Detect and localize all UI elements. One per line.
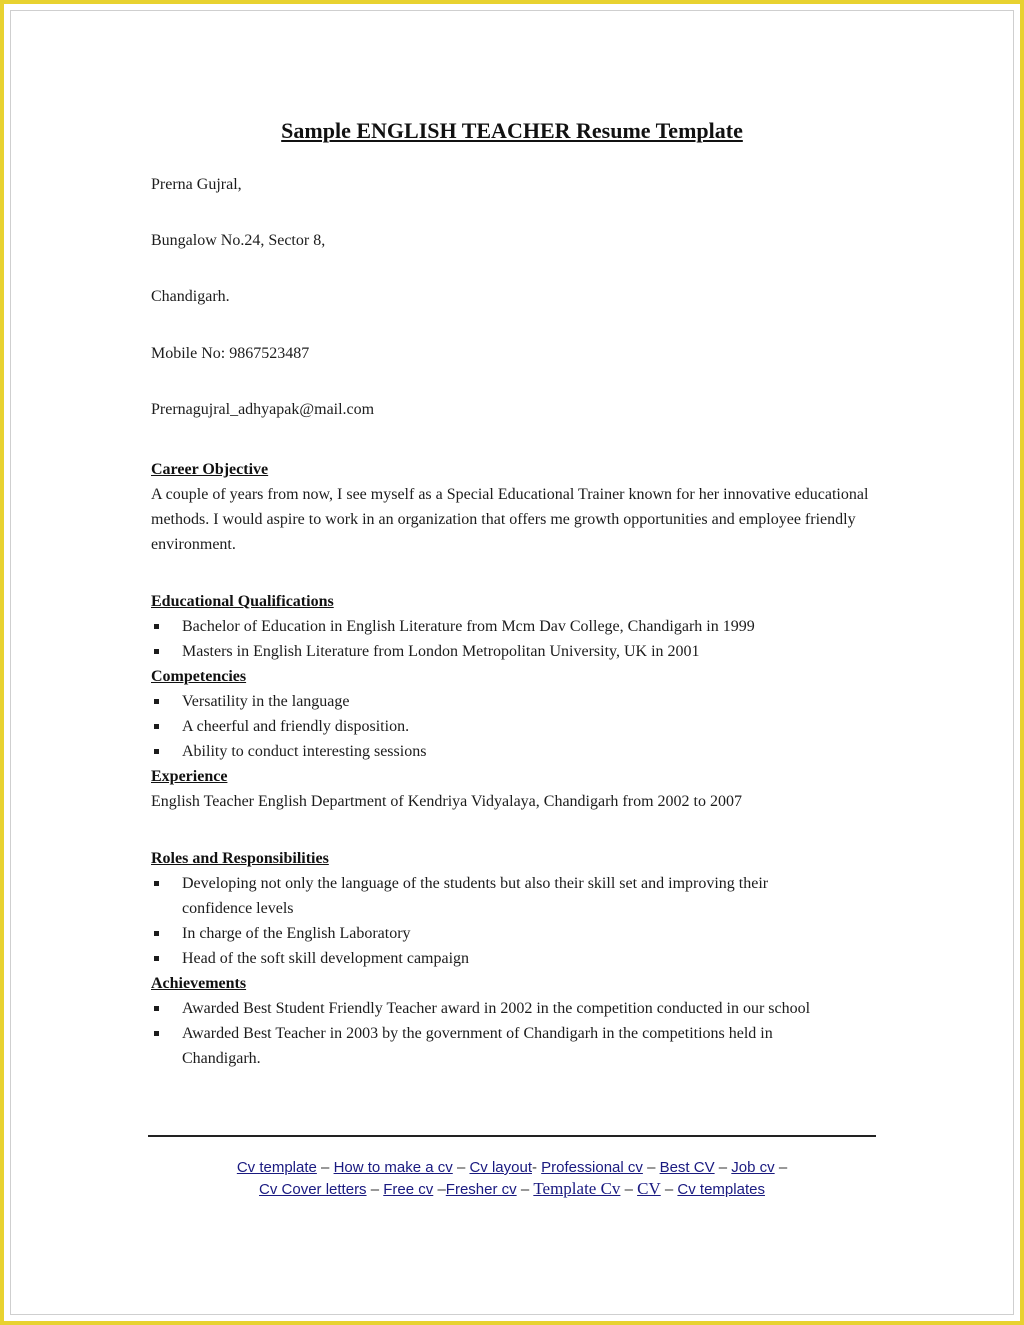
contact-mobile: Mobile No: 9867523487 [151,345,310,362]
link-best-cv[interactable]: Best CV [659,1159,715,1176]
experience-section [151,764,891,814]
link-cv-layout[interactable]: Cv layout [469,1159,532,1176]
contact-address-line-1: Bungalow No.24, Sector 8, [151,232,326,249]
list-item: Bachelor of Education in English Literature from Mcm Dav College, Chandigarh in 1999 [151,614,891,639]
roles-section [151,846,891,971]
section-spacer [151,814,891,846]
link-cv-cover-letters[interactable]: Cv Cover letters [259,1181,367,1198]
career-objective-text: A couple of years from now, I see myself as a Special Educational Trainer known for her innovative educational methods. I would aspire to work in an organization that offers me growth opportunities and employee friendly environment. [151,486,869,553]
link-professional-cv[interactable]: Professional cv [541,1159,643,1176]
list-item: Ability to conduct interesting sessions [151,739,891,764]
link-how-to-make-cv[interactable]: How to make a cv [333,1159,453,1176]
career-objective-heading: Career Objective [151,461,269,478]
link-template-cv[interactable]: Template Cv [533,1179,621,1198]
list-item: Developing not only the language of the students but also their skill set and improving their confidence levels [151,871,891,921]
footer-links-line-1: Cv template – How to make a cv – Cv layout- Professional cv – Best CV – Job cv – [236,1159,788,1176]
achievements-heading: Achievements [151,975,247,992]
list-item: In charge of the English Laboratory [151,921,891,946]
link-cv[interactable]: CV [637,1179,661,1198]
link-cv-templates[interactable]: Cv templates [677,1181,765,1198]
link-fresher-cv[interactable]: Fresher cv [445,1181,517,1198]
list-item: Head of the soft skill development campaign [151,946,891,971]
list-item: Awarded Best Student Friendly Teacher award in 2002 in the competition conducted in our school [151,996,891,1021]
experience-heading: Experience [151,768,228,785]
list-item: Versatility in the language [151,689,891,714]
competencies-list [151,689,891,764]
page-title: Sample ENGLISH TEACHER Resume Template [281,118,743,143]
education-heading: Educational Qualifications [151,593,334,610]
link-cv-template[interactable]: Cv template [236,1159,317,1176]
education-section [151,589,891,664]
experience-text: English Teacher English Department of Kendriya Vidyalaya, Chandigarh from 2002 to 2007 [151,793,742,810]
footer-links-line-2: Cv Cover letters – Free cv –Fresher cv – Template Cv – CV – Cv templates [259,1179,765,1198]
link-job-cv[interactable]: Job cv [731,1159,775,1176]
education-list [151,614,891,664]
roles-heading: Roles and Responsibilities [151,850,329,867]
contact-address-line-2: Chandigarh. [151,288,230,305]
competencies-heading: Competencies [151,668,247,685]
section-spacer [151,557,891,589]
achievements-section [151,971,891,1071]
competencies-section [151,664,891,764]
contact-name: Prerna Gujral, [151,176,242,193]
contact-email: Prernagujral_adhyapak@mail.com [151,401,375,418]
footer-divider [148,1135,876,1137]
list-item: A cheerful and friendly disposition. [151,714,891,739]
achievements-list [151,996,891,1071]
roles-list [151,871,891,971]
link-free-cv[interactable]: Free cv [383,1181,434,1198]
list-item: Awarded Best Teacher in 2003 by the government of Chandigarh in the competitions held in Chandigarh. [151,1021,891,1071]
resume-body [151,457,891,1071]
list-item: Masters in English Literature from London Metropolitan University, UK in 2001 [151,639,891,664]
career-objective-section [151,457,891,557]
